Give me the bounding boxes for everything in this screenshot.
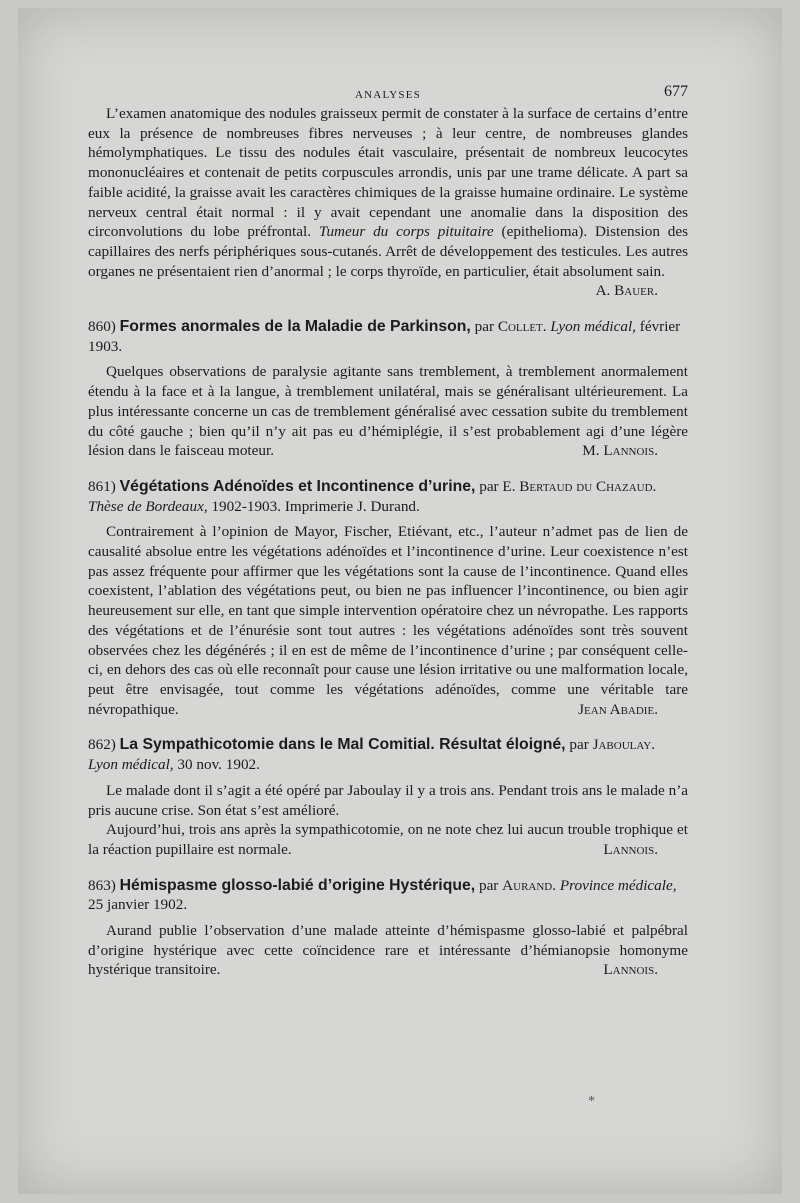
article-body: [88, 362, 688, 461]
article-signature: Lannois.: [603, 840, 658, 858]
intro-signature: A. Bauer.: [595, 282, 658, 300]
article-source-rest: 1902-1903. Imprimerie J. Durand.: [211, 497, 420, 515]
article-heading: [88, 876, 688, 915]
article-source: Thèse de Bordeaux,: [88, 497, 208, 515]
article-par: par: [569, 736, 589, 754]
article-source: Lyon médical,: [550, 318, 636, 336]
article-862: [88, 735, 688, 859]
article-title: La Sympathicotomie dans le Mal Comitial. Résultat éloigné,: [119, 736, 566, 754]
article-source: Province médicale,: [559, 876, 677, 894]
article-body-text: Aurand publie l’observation d’une malade atteinte d’hémispasme glosso-labié et palpébral d’origine hystérique avec cette coïncidence rare et intéressante d’hémianopsie homonyme hystérique transitoire.: [88, 922, 688, 979]
article-number: 861): [88, 477, 116, 495]
article-source-rest: 25 janvier 1902.: [88, 896, 188, 914]
article-source-rest: 30 nov. 1902.: [177, 756, 260, 774]
intro-paragraph: [88, 104, 688, 281]
article-title: Végétations Adénoïdes et Incontinence d’urine,: [119, 477, 476, 495]
article-heading: [88, 477, 688, 516]
article-body: [88, 921, 688, 980]
article-heading: [88, 317, 688, 356]
article-body-2-text: Aujourd’hui, trois ans après la sympathicotomie, on ne note chez lui aucun trouble trophique et la réaction pupillaire est normale.: [88, 821, 688, 858]
ornament-asterisk: *: [588, 1094, 595, 1109]
article-number: 863): [88, 876, 116, 894]
article-author: Aurand.: [502, 876, 557, 894]
article-861: [88, 477, 688, 719]
article-body-2: [88, 820, 688, 859]
article-signature: Jean Abadie.: [578, 700, 658, 718]
article-860: [88, 317, 688, 461]
page-number: 677: [664, 83, 688, 100]
intro-text: L’examen anatomique des nodules graisseux permit de constater à la surface de certains d’entre eux la présence de nombreuses fibres nerveuses ; à leur centre, de nombreuses glandes hémolymphatiques. Le tissu des nodules était vasculaire, présentait de nombreux leucocytes mononucléaires et contenait de petits corpuscules arrondis, unis par une trame délicate. A part sa faible acidité, la graisse avait les caractères chimiques de la graisse humaine ordinaire. Le système nerveux central était normal : il y avait cependant une anomalie dans la disposition des circonvolutions du lobe préfrontal.: [88, 105, 688, 241]
article-heading: [88, 735, 688, 774]
article-author: Jaboulay.: [592, 736, 656, 754]
article-number: 860): [88, 318, 116, 336]
article-863: [88, 876, 688, 981]
article-body: Le malade dont il s’agit a été opéré par Jaboulay il y a trois ans. Pendant trois ans le malade n’a pris aucune crise. Son état s’est amélioré.: [88, 781, 688, 819]
article-number: 862): [88, 736, 116, 754]
intro-italic: Tumeur du corps pituitaire: [318, 223, 494, 241]
article-par: par: [474, 318, 495, 336]
article-par: par: [478, 876, 499, 894]
article-title: Hémispasme glosso-labié d’origine Hystérique,: [119, 876, 476, 894]
scanned-sheet: [18, 8, 782, 1194]
page-content: [88, 78, 688, 980]
article-signature: M. Lannois.: [582, 442, 658, 460]
article-body-text: Quelques observations de paralysie agitante sans tremblement, à tremblement anormalement étendu à la face et à la langue, à tremblement unilatéral, mais se généralisant ultérieurement. La plus intéressante concerne un cas de tremblement généralisé avec cessation subite du tremblement du côté gauche ; bien qu’il n’y ait pas eu d’hémiplégie, il s’est probablement agi d’une légère lésion dans le faisceau moteur.: [88, 363, 688, 460]
article-title: Formes anormales de la Maladie de Parkinson,: [119, 318, 471, 336]
article-body-text: Contrairement à l’opinion de Mayor, Fischer, Etiévant, etc., l’auteur n’admet pas de lien de causalité absolue entre les végétations adénoïdes et l’incontinence d’urine. Leur coexistence n’est pas assez fréquente pour affirmer que les végétations sont la cause de l’incontinence. Quand elles coexistent, l’ablation des végétations peut, ou bien ne pas influencer l’incontinence, ou bien agir heureusement sur elle, en tant que simple intervention opératoire chez un névropathe. Les rapports des végétations et de l’énurésie sont tout autres : les végétations adénoïdes sont très souvent observées chez les dégénérés ; il en est de même de l’incontinence d’urine ; par conséquent celle-ci, en dehors des cas où elle reconnaît pour cause une lésion irritative ou une malformation locale, peut être envisagée, tout comme les végétations adénoïdes, comme une véritable tare névropathique.: [88, 523, 688, 718]
article-par: par: [479, 477, 499, 495]
article-author: Collet.: [497, 318, 547, 336]
article-body: [88, 522, 688, 719]
article-author: E. Bertaud du Chazaud.: [502, 477, 657, 495]
article-signature: Lannois.: [603, 961, 658, 979]
article-source-rest: février 1903.: [88, 318, 681, 355]
intro-text-after: (epithelioma). Distension des capillaires des nerfs périphériques sous-cutanés. Arrêt de développement des testicules. Les autres organes ne présentaient rien d’anormal ; le corps thyroïde, en particulier, était absolument sain.: [88, 223, 689, 280]
running-head-title: ANALYSES: [355, 89, 421, 101]
article-source: Lyon médical,: [88, 756, 174, 774]
running-head: [88, 78, 688, 102]
